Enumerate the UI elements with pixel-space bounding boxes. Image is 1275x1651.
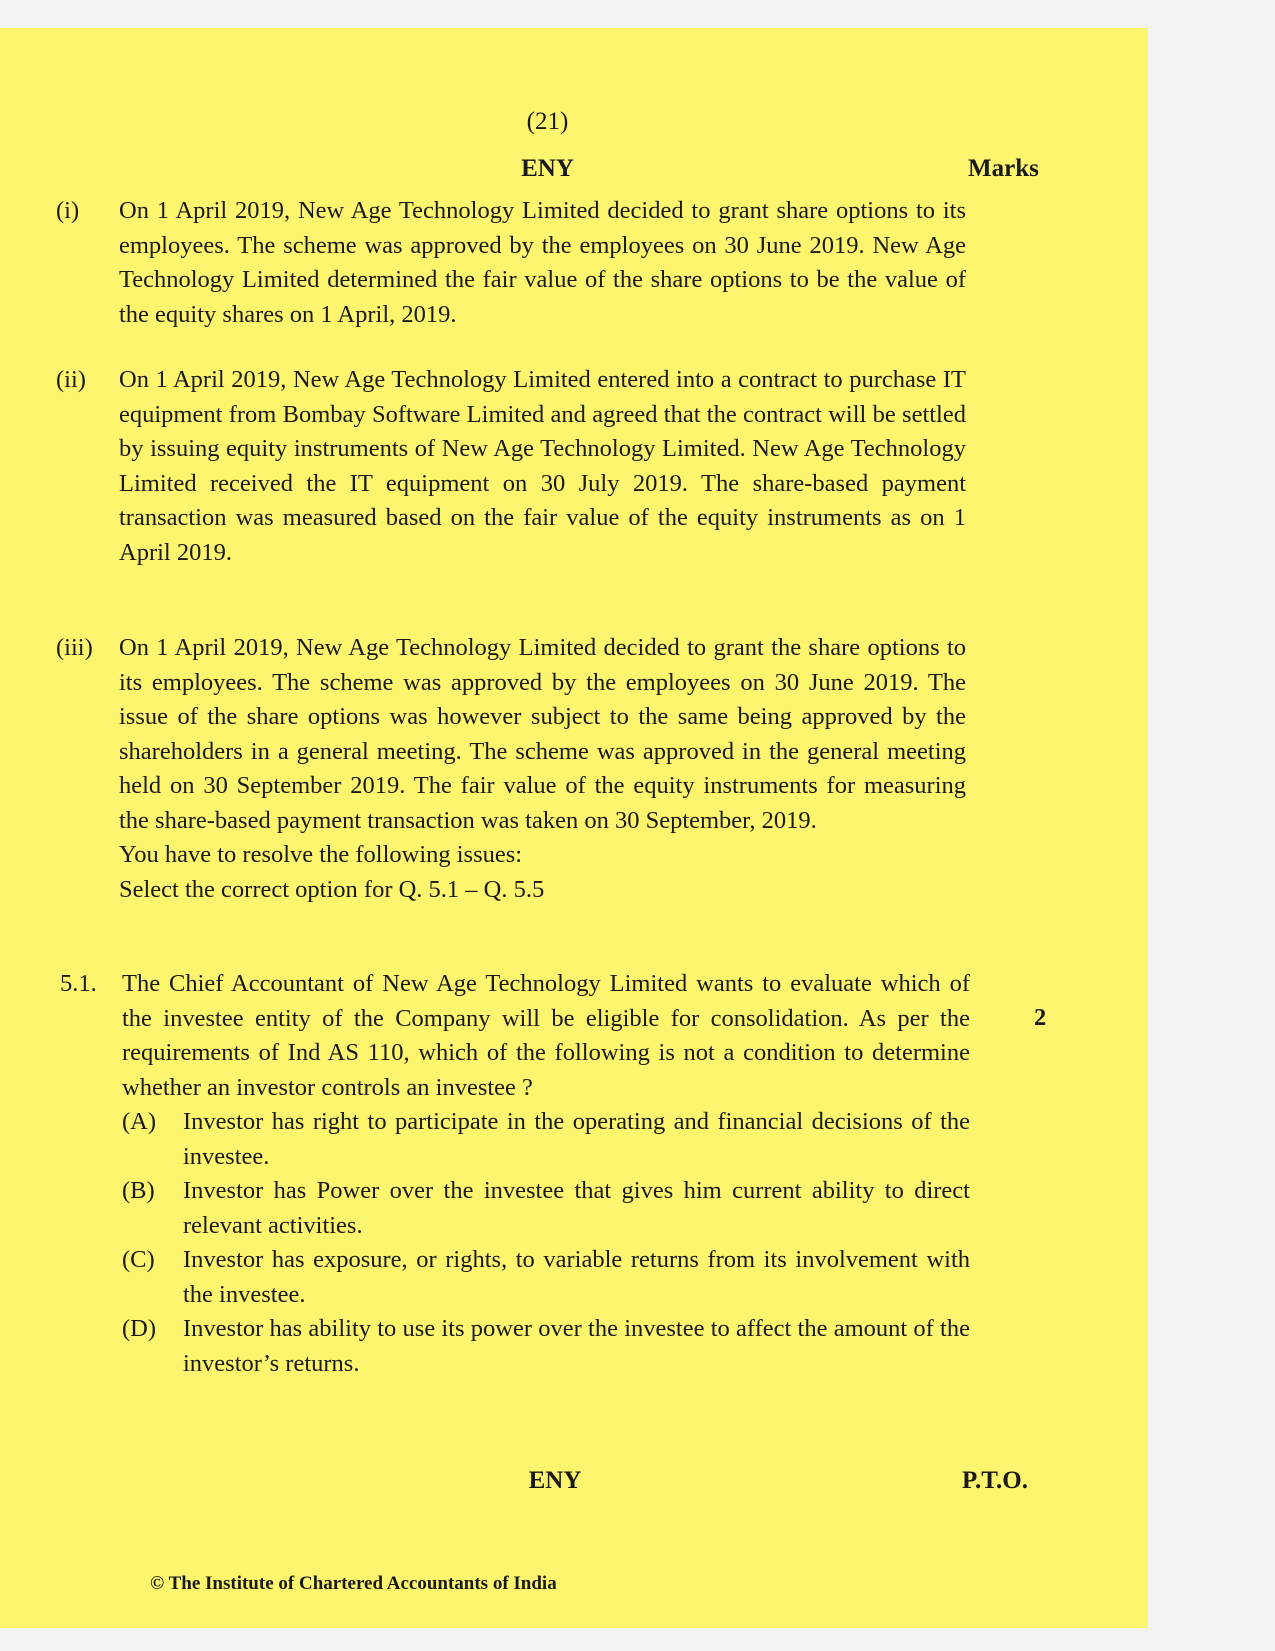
option-text: Investor has Power over the investee that gives him current ability to direct relevant activities. (183, 1177, 970, 1239)
question-number: 5.1. (60, 970, 97, 997)
option-text: Investor has exposure, or rights, to variable returns from its involvement with the investee. (183, 1246, 970, 1308)
option-label: (D) (122, 1315, 157, 1342)
question-text: The Chief Accountant of New Age Technology Limited wants to evaluate which of the investee entity of the Company will be eligible for consolidation. As per the requirements of Ind AS 110, which of the following is not a condition to determine whether an investor controls an investee ? (122, 970, 970, 1101)
paper-code-footer: ENY (528, 1467, 582, 1494)
item-label: (iii) (56, 634, 93, 661)
option-label: (C) (122, 1246, 155, 1273)
option-text: Investor has right to participate in the operating and financial decisions of the investee. (183, 1108, 970, 1170)
case-item-i (56, 194, 966, 332)
copyright-notice: © The Institute of Chartered Accountants of India (150, 1573, 557, 1594)
item-label: (ii) (56, 366, 86, 393)
instruction-line: Select the correct option for Q. 5.1 – Q. 5.5 (119, 875, 545, 903)
option-label: (A) (122, 1108, 157, 1135)
option-c (122, 1243, 970, 1312)
marks-column-header: Marks (968, 155, 1039, 182)
page-number: (21) (526, 108, 569, 135)
option-b (122, 1174, 970, 1243)
case-item-iii (56, 631, 966, 907)
pto-label: P.T.O. (962, 1467, 1028, 1494)
item-label: (i) (56, 197, 80, 224)
case-item-ii (56, 363, 966, 570)
option-a (122, 1105, 970, 1174)
option-label: (B) (122, 1177, 155, 1204)
instruction-line: You have to resolve the following issues: (119, 841, 523, 868)
item-paragraph: On 1 April 2019, New Age Technology Limited decided to grant share options to its employees. The scheme was approved by the employees on 30 June 2019. New Age Technology Limited determined the fair value of the share options to be the value of the equity shares on 1 April, 2019. (119, 197, 966, 328)
question-5-1 (60, 967, 970, 1381)
item-paragraph: On 1 April 2019, New Age Technology Limited entered into a contract to purchase IT equipment from Bombay Software Limited and agreed that the contract will be settled by issuing equity instruments of New Age Technology Limited. New Age Technology Limited received the IT equipment on 30 July 2019. The share-based payment transaction was measured based on the fair value of the equity instruments as on 1 April 2019. (119, 366, 966, 566)
paper-code-header: ENY (521, 155, 574, 182)
option-d (122, 1312, 970, 1381)
item-paragraph: On 1 April 2019, New Age Technology Limited decided to grant the share options to its employees. The scheme was approved by the employees on 30 June 2019. The issue of the share options was however subject to the same being approved by the shareholders in a general meeting. The scheme was approved in the general meeting held on 30 September 2019. The fair value of the equity instruments for measuring the share-based payment transaction was taken on 30 September, 2019. (119, 634, 966, 834)
option-text: Investor has ability to use its power over the investee to affect the amount of the investor’s returns. (183, 1315, 970, 1377)
question-marks: 2 (1034, 1004, 1047, 1031)
